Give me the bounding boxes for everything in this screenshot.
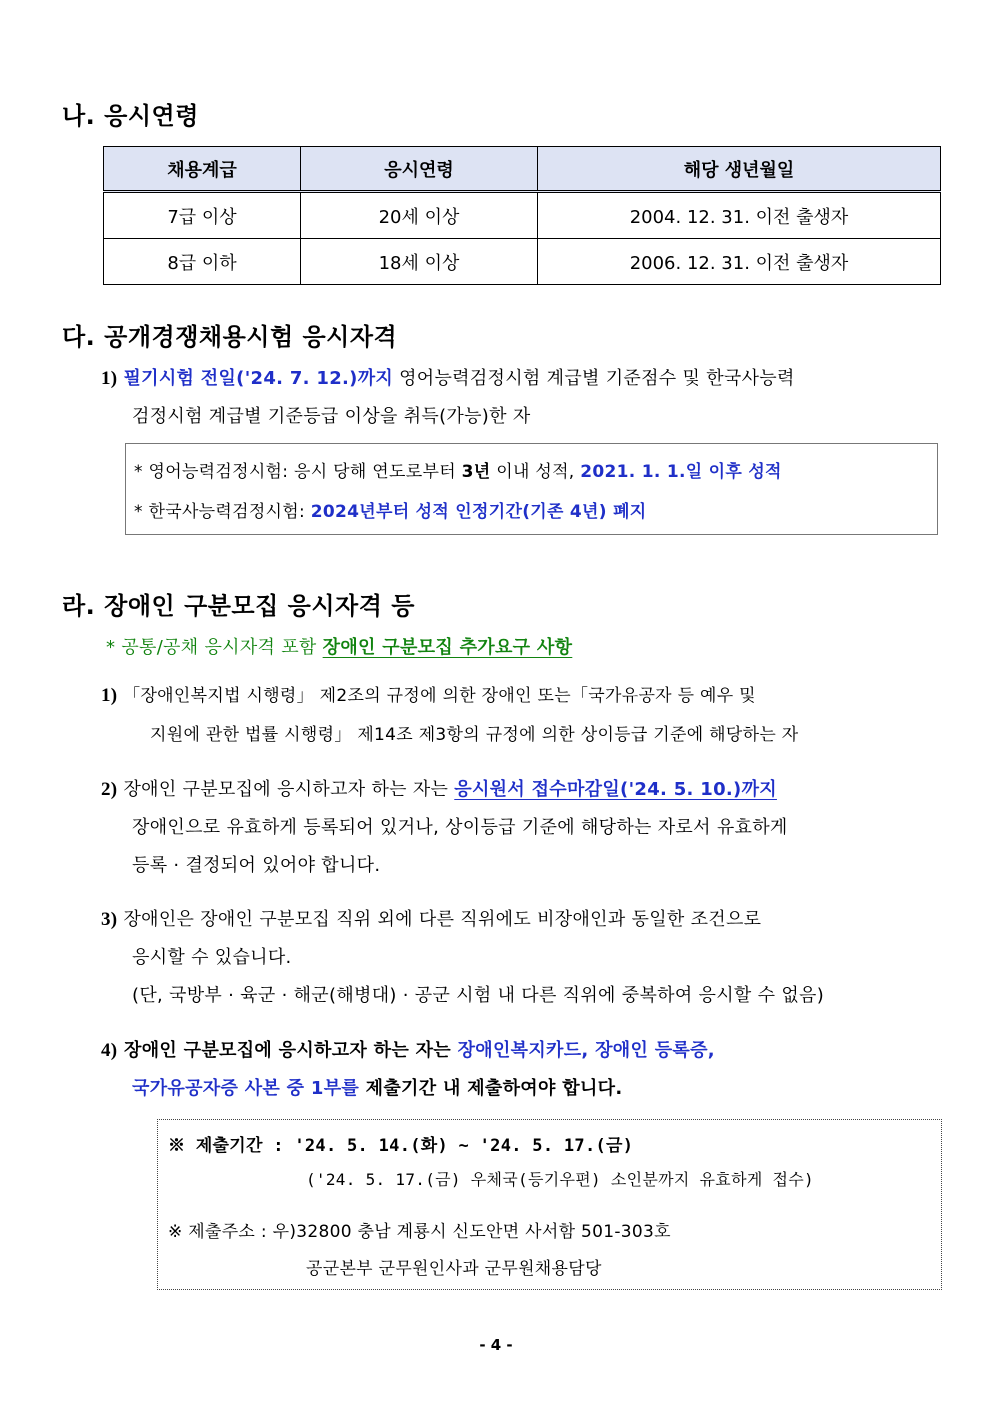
note-highlight: 2024년부터 성적 인정기간(기존 4년) 폐지 [310, 502, 647, 522]
table-cell: 2006. 12. 31. 이전 출생자 [538, 239, 941, 285]
item-number: 3) [101, 909, 118, 930]
table-cell: 20세 이상 [301, 192, 538, 239]
section-ra-title: 라. 장애인 구분모집 응시자격 등 [62, 592, 415, 620]
da-item1-line1 [101, 364, 795, 390]
deadline-highlight: 응시원서 접수마감일('24. 5. 10.)까지 [454, 779, 777, 800]
item-number: 2) [101, 779, 118, 800]
page-number: - 4 - [479, 1336, 513, 1354]
ra-item3-line1 [101, 905, 761, 931]
note-line-history [134, 497, 647, 522]
submit-address-line2: 공군본부 군무원인사과 군무원채용담당 [306, 1259, 602, 1279]
item-number: 1) [101, 685, 118, 706]
item-number: 4) [101, 1040, 118, 1061]
period-value: '24. 5. 14.(화) ~ '24. 5. 17.(금) [294, 1136, 634, 1156]
note-bold: 3년 [461, 462, 491, 482]
table-header-row [104, 147, 941, 192]
note-highlight: 2021. 1. 1.일 이후 성적 [580, 462, 782, 482]
table-cell: 2004. 12. 31. 이전 출생자 [538, 192, 941, 239]
item-number: 1) [101, 368, 118, 389]
note-text: 이내 성적, [496, 462, 575, 482]
submit-period-note: ('24. 5. 17.(금) 우체국(등기우편) 소인분까지 유효하게 접수) [306, 1170, 814, 1189]
sub-prefix: * 공통/공채 응시자격 포함 [106, 637, 317, 658]
ra-item1-line2: 지원에 관한 법률 시행령」 제14조 제3항의 규정에 의한 상이등급 기준에 해당하는 자 [150, 725, 799, 745]
table-row [104, 192, 941, 239]
document-highlight: 장애인복지카드, 장애인 등록증, [457, 1040, 715, 1061]
table-cell: 18세 이상 [301, 239, 538, 285]
body-text: 제출기간 내 제출하여야 합니다. [365, 1078, 623, 1099]
age-table [103, 146, 941, 285]
period-label: ※ 제출기간 : [168, 1136, 284, 1156]
table-cell: 8급 이하 [104, 239, 301, 285]
ra-subtitle [106, 633, 572, 659]
ra-item2-line2: 장애인으로 유효하게 등록되어 있거나, 상이등급 기준에 해당하는 자로서 유효하게 [132, 817, 788, 838]
ra-item4-line2 [132, 1074, 622, 1100]
ra-item3-line2: 응시할 수 있습니다. [132, 947, 292, 968]
section-da-title: 다. 공개경쟁채용시험 응시자격 [62, 323, 398, 351]
note-line-english [134, 457, 782, 482]
ra-item2-line3: 등록 · 결정되어 있어야 합니다. [132, 855, 381, 876]
ra-item1-line1 [101, 681, 756, 707]
body-text: 장애인 구분모집에 응시하고자 하는 자는 [123, 779, 449, 800]
table-row [104, 239, 941, 285]
highlight-text: 필기시험 전일('24. 7. 12.)까지 [123, 368, 394, 389]
submit-address-line [168, 1217, 671, 1242]
note-text: * 한국사능력검정시험: [134, 502, 306, 522]
note-text: * 영어능력검정시험: 응시 당해 연도로부터 [134, 462, 456, 482]
body-text: 「장애인복지법 시행령」 제2조의 규정에 의한 장애인 또는「국가유공자 등 예우 및 [123, 686, 756, 706]
ra-item3-line3: (단, 국방부 · 육군 · 해군(해병대) · 공군 시험 내 다른 직위에 중복하여 응시할 수 없음) [132, 985, 825, 1006]
sub-highlight: 장애인 구분모집 추가요구 사항 [322, 637, 573, 658]
body-text: 영어능력검정시험 계급별 기준점수 및 한국사능력 [399, 368, 795, 389]
ra-item4-line1 [101, 1036, 715, 1062]
body-text: 장애인 구분모집에 응시하고자 하는 자는 [124, 1040, 451, 1061]
address-label: ※ 제출주소 : [168, 1222, 267, 1242]
table-header-cell: 채용계급 [104, 147, 301, 192]
submit-period-line [168, 1131, 633, 1156]
section-na-title: 나. 응시연령 [62, 102, 199, 130]
table-cell: 7급 이상 [104, 192, 301, 239]
da-item1-line2: 검정시험 계급별 기준등급 이상을 취득(가능)한 자 [132, 406, 531, 427]
table-header-cell: 응시연령 [301, 147, 538, 192]
table-header-cell: 해당 생년월일 [538, 147, 941, 192]
body-text: 장애인은 장애인 구분모집 직위 외에 다른 직위에도 비장애인과 동일한 조건으로 [123, 909, 762, 930]
document-highlight: 국가유공자증 사본 중 1부를 [132, 1078, 360, 1099]
address-value: 우)32800 충남 계룡시 신도안면 사서함 501-303호 [272, 1222, 671, 1242]
ra-item2-line1 [101, 775, 777, 801]
